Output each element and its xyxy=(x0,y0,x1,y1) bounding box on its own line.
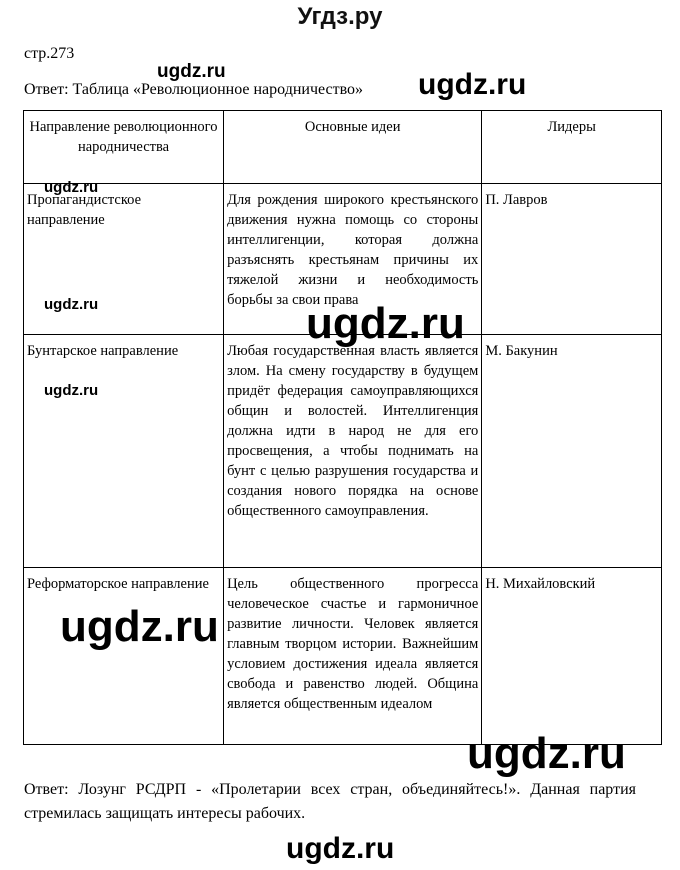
watermark: ugdz.ru xyxy=(60,602,219,651)
header-direction: Направление революционного народничества xyxy=(24,111,224,184)
table-row xyxy=(24,568,662,745)
watermark: ugdz.ru xyxy=(418,68,527,101)
answer-intro: Ответ: Таблица «Революционное народничество» xyxy=(24,81,364,98)
watermark: ugdz.ru xyxy=(44,179,99,196)
watermark: ugdz.ru xyxy=(44,382,99,399)
table-row xyxy=(24,335,662,568)
cell-direction: Пропагандистское направление xyxy=(24,184,224,335)
answer-outro: Ответ: Лозунг РСДРП - «Пролетарии всех стран, объединяйтесь!». Данная партия стремилась защищать интересы рабочих. xyxy=(24,781,636,822)
table-header-row xyxy=(24,111,662,184)
cell-direction: Реформаторское направление xyxy=(24,568,224,745)
watermark: ugdz.ru xyxy=(467,729,626,778)
site-title: Угдз.ру xyxy=(297,3,383,30)
page-reference: стр.273 xyxy=(24,45,75,62)
cell-direction: Бунтарское направление xyxy=(24,335,224,568)
cell-leader: П. Лавров xyxy=(482,184,662,335)
watermark: ugdz.ru xyxy=(286,832,395,865)
cell-ideas: Для рождения широкого крестьянского движения нужна помощь со стороны интеллигенции, которая должна разъяснять крестьянам причины их тяжелой жизни и необходимость борьбы за свои права xyxy=(224,184,482,335)
cell-ideas: Любая государственная власть является злом. На смену государству в будущем придёт федерация самоуправляющихся общин и волостей. Интеллигенция должна идти в народ не для его просвещения, а чтобы поднимать на бунт с целью разрушения государства и создания нового порядка на основе общественного самоуправления. xyxy=(224,335,482,568)
watermark: ugdz.ru xyxy=(157,61,226,82)
watermark: ugdz.ru xyxy=(44,296,99,313)
header-leaders: Лидеры xyxy=(482,111,662,184)
watermark: ugdz.ru xyxy=(306,299,465,348)
cell-ideas: Цель общественного прогресса человеческое счастье и гармоничное развитие личности. Человек является главным творцом истории. Важнейшим условием достижения идеала является свобода и равенство людей. Община является общественным идеалом xyxy=(224,568,482,745)
cell-leader: Н. Михайловский xyxy=(482,568,662,745)
header-ideas: Основные идеи xyxy=(224,111,482,184)
cell-leader: М. Бакунин xyxy=(482,335,662,568)
